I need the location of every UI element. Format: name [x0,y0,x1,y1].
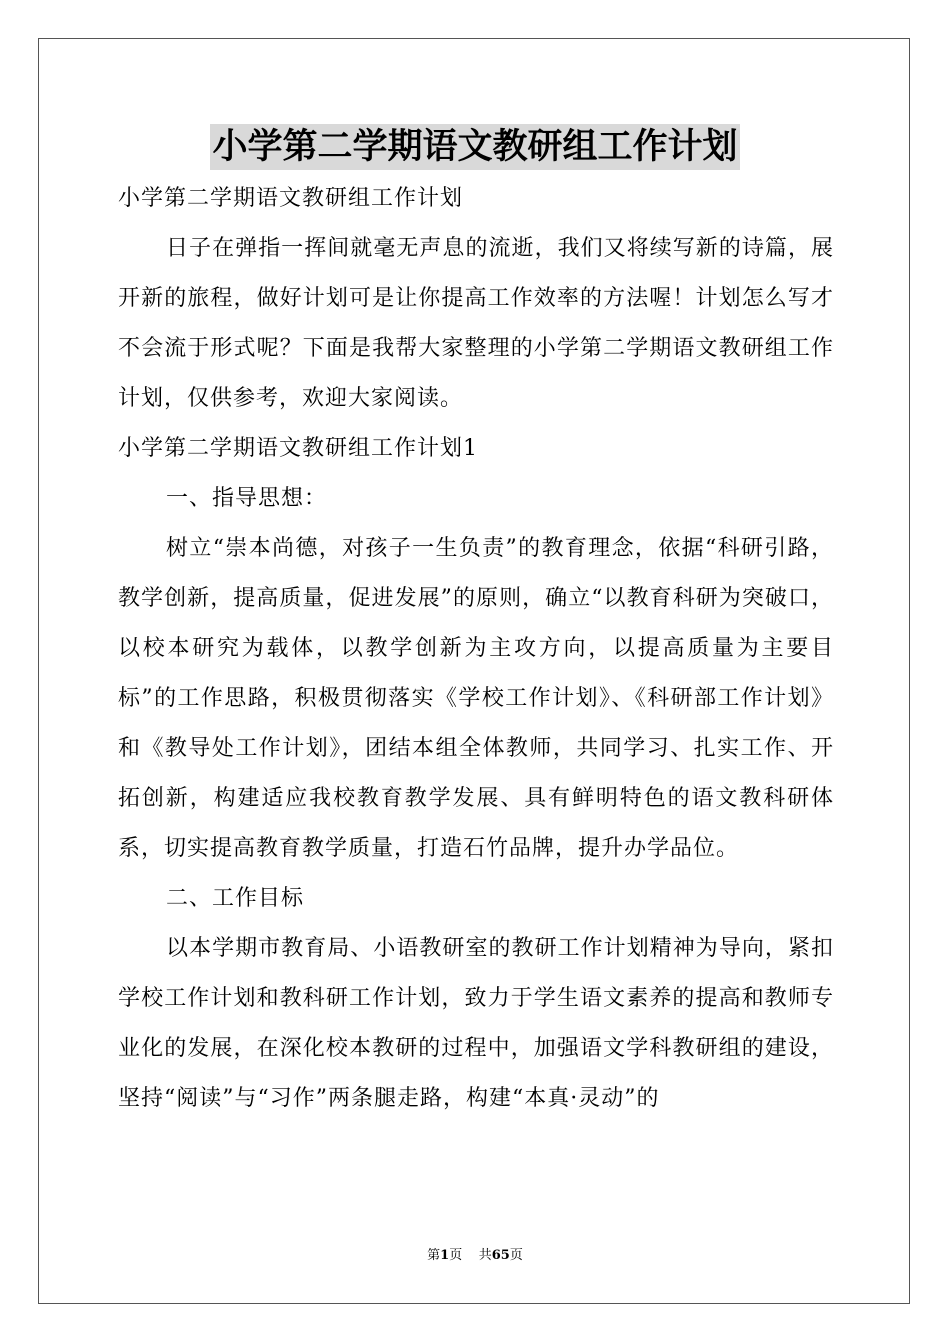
title-container [0,124,950,170]
page-footer [0,1247,950,1265]
document-body [118,174,834,1124]
section-heading: 小学第二学期语文教研组工作计划1 [118,436,478,461]
footer-page-suffix: 页 [449,1248,463,1263]
paragraph: 日子在弹指一挥间就毫无声息的流逝，我们又将续写新的诗篇，展开新的旅程，做好计划可是让你提高工作效率的方法喔！计划怎么写才不会流于形式呢？下面是我帮大家整理的小学第二学期语文教研组工作计划，仅供参考，欢迎大家阅读。 [118,236,834,411]
total-page-count: 65 [491,1248,510,1263]
footer-prefix: 第 [427,1248,441,1263]
footer-total-suffix: 页 [509,1248,523,1263]
subsection-heading: 二、工作目标 [166,886,305,911]
paragraph: 树立“崇本尚德，对孩子一生负责”的教育理念，依据“科研引路，教学创新，提高质量，促进发展”的原则，确立“以教育科研为突破口，以校本研究为载体，以教学创新为主攻方向，以提高质量为主要目标”的工作思路，积极贯彻落实《学校工作计划》、《科研部工作计划》和《教导处工作计划》，团结本组全体教师，共同学习、扎实工作、开拓创新，构建适应我校教育教学发展、具有鲜明特色的语文教科研体系，切实提高教育教学质量，打造石竹品牌，提升办学品位。 [118,536,834,861]
footer-total-prefix: 共 [478,1248,492,1263]
document-title: 小学第二学期语文教研组工作计划 [210,124,739,170]
paragraph: 小学第二学期语文教研组工作计划 [118,186,464,211]
current-page-number: 1 [440,1248,450,1263]
paragraph: 以本学期市教育局、小语教研室的教研工作计划精神为导向，紧扣学校工作计划和教科研工作计划，致力于学生语文素养的提高和教师专业化的发展，在深化校本教研的过程中，加强语文学科教研组的建设，坚持“阅读”与“习作”两条腿走路，构建“本真·灵动”的 [118,936,834,1111]
subsection-heading: 一、指导思想： [166,486,328,511]
